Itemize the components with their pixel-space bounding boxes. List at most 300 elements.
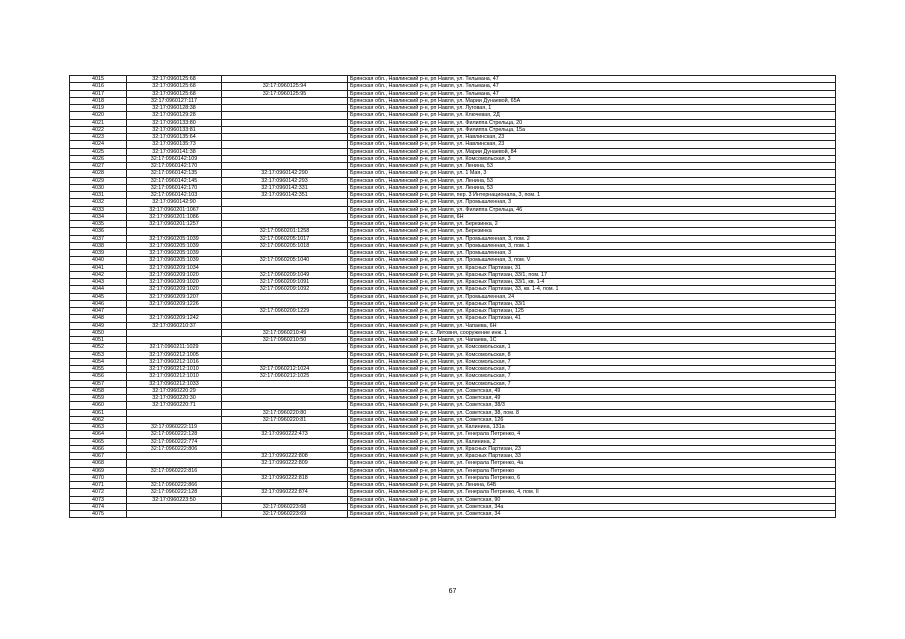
related-cadastral-number-cell [222,402,348,409]
related-cadastral-number-cell [222,163,348,170]
related-cadastral-number-cell [222,112,348,119]
cadastral-number-cell: 32:17:0960128:38 [127,105,222,112]
address-cell: Брянская обл., Навлинский р-н, рп Навля, ул. Березинка [348,228,836,235]
row-number-cell: 4019 [70,105,127,112]
address-cell: Брянская обл., Навлинский р-н, рп Навля, ул. Ключевая, 2Д [348,112,836,119]
row-number-cell: 4056 [70,373,127,380]
property-register-table [69,75,836,518]
address-cell: Брянская обл., Навлинский р-н, рп Навля, ул. Генерала Петренко [348,467,836,474]
cadastral-number-cell [127,503,222,510]
address-cell: Брянская обл., Навлинский р-н, рп Навля, ул. Филиппа Стрельца, 15а [348,126,836,133]
address-cell: Брянская обл., Навлинский р-н, рп Навля, ул. Комсомольская, 7 [348,380,836,387]
row-number-cell: 4059 [70,395,127,402]
table-row [70,76,836,83]
cadastral-number-cell: 32:17:0960220:71 [127,402,222,409]
related-cadastral-number-cell [222,315,348,322]
row-number-cell: 4035 [70,221,127,228]
table-row [70,242,836,249]
address-cell: Брянская обл., Навлинский р-н, рп Навля, ул. Луговая, 1 [348,105,836,112]
cadastral-number-cell: 32:17:0960222:806 [127,445,222,452]
row-number-cell: 4049 [70,322,127,329]
address-cell: Брянская обл., Навлинский р-н, рп Навля, ул. Советская, 90 [348,496,836,503]
related-cadastral-number-cell [222,467,348,474]
table-row [70,177,836,184]
related-cadastral-number-cell: 32:17:0960222:809 [222,460,348,467]
address-cell: Брянская обл., Навлинский р-н, рп Навля, ул. Промышленная, 3, пом. 1 [348,242,836,249]
cadastral-number-cell: 32:17:0960125:68 [127,83,222,90]
related-cadastral-number-cell [222,155,348,162]
cadastral-number-cell: 32:17:0960212:1010 [127,366,222,373]
table-row [70,474,836,481]
cadastral-number-cell: 32:17:0960133:81 [127,126,222,133]
row-number-cell: 4037 [70,235,127,242]
cadastral-number-cell: 32:17:0960222:128 [127,489,222,496]
row-number-cell: 4065 [70,438,127,445]
related-cadastral-number-cell [222,445,348,452]
cadastral-number-cell: 32:17:0960141:38 [127,148,222,155]
row-number-cell: 4015 [70,76,127,83]
related-cadastral-number-cell: 32:17:0960209:1091 [222,279,348,286]
cadastral-number-cell [127,329,222,336]
table-row [70,250,836,257]
related-cadastral-number-cell [222,424,348,431]
address-cell: Брянская обл., Навлинский р-н, рп Навля, ул. Промышленная, 3, пом. V [348,257,836,264]
row-number-cell: 4036 [70,228,127,235]
address-cell: Брянская обл., Навлинский р-н, рп Навля, ул. Генерала Петренко, 4 [348,431,836,438]
related-cadastral-number-cell: 32:17:0960142:351 [222,192,348,199]
related-cadastral-number-cell: 32:17:0960210:50 [222,337,348,344]
row-number-cell: 4041 [70,264,127,271]
cadastral-number-cell: 32:17:0960201:1257 [127,221,222,228]
row-number-cell: 4016 [70,83,127,90]
row-number-cell: 4032 [70,199,127,206]
cadastral-number-cell: 32:17:0960220:29 [127,387,222,394]
table-row [70,199,836,206]
row-number-cell: 4063 [70,424,127,431]
row-number-cell: 4051 [70,337,127,344]
row-number-cell: 4067 [70,453,127,460]
table-row [70,119,836,126]
cadastral-number-cell: 32:17:0960222:119 [127,424,222,431]
cadastral-number-cell: 32:17:0960209:1207 [127,293,222,300]
address-cell: Брянская обл., Навлинский р-н, рп Навля, ул. Генерала Петренко, 6 [348,474,836,481]
row-number-cell: 4055 [70,366,127,373]
cadastral-number-cell [127,228,222,235]
table-row [70,293,836,300]
address-cell: Брянская обл., Навлинский р-н, с. Литовня, сооружение инж. 1 [348,329,836,336]
cadastral-number-cell: 32:17:0960142:90 [127,199,222,206]
table-row [70,366,836,373]
address-cell: Брянская обл., Навлинский р-н, рп Навля, ул. Советская, 38/3 [348,402,836,409]
table-row [70,170,836,177]
cadastral-number-cell: 32:17:0960142:170 [127,184,222,191]
table-row [70,337,836,344]
address-cell: Брянская обл., Навлинский р-н, рп Навля, ул. Красных Партизан, 23 [348,445,836,452]
row-number-cell: 4069 [70,467,127,474]
address-cell: Брянская обл., Навлинский р-н, рп Навля, ул. Марии Дунаевой, 84 [348,148,836,155]
related-cadastral-number-cell [222,496,348,503]
address-cell: Брянская обл., Навлинский р-н, рп Навля, ул. Ленина, 53 [348,163,836,170]
address-cell: Брянская обл., Навлинский р-н, рп Навля, ул. Навлинская, 23 [348,134,836,141]
cadastral-number-cell: 32:17:0960135:73 [127,141,222,148]
address-cell: Брянская обл., Навлинский р-н, рп Навля, ул. Генерала Петренко, 4, пом. II [348,489,836,496]
related-cadastral-number-cell: 32:17:0960210:49 [222,329,348,336]
related-cadastral-number-cell [222,351,348,358]
row-number-cell: 4044 [70,286,127,293]
table-row [70,192,836,199]
row-number-cell: 4047 [70,308,127,315]
cadastral-number-cell [127,474,222,481]
row-number-cell: 4033 [70,206,127,213]
table-row [70,380,836,387]
row-number-cell: 4042 [70,271,127,278]
cadastral-number-cell: 32:17:0960209:1020 [127,271,222,278]
address-cell: Брянская обл., Навлинский р-н, рп Навля, ул. Чапаева, 1С [348,337,836,344]
row-number-cell: 4028 [70,170,127,177]
table-row [70,184,836,191]
table-row [70,322,836,329]
table-row [70,424,836,431]
table-row [70,221,836,228]
address-cell: Брянская обл., Навлинский р-н, рп Навля, ул. Красных Партизан, 33/1, кв. 1-4 [348,279,836,286]
related-cadastral-number-cell: 32:17:0960223:69 [222,511,348,518]
address-cell: Брянская обл., Навлинский р-н, рп Навля, ул. Промышленная, 24 [348,293,836,300]
cadastral-number-cell [127,453,222,460]
cadastral-number-cell: 32:17:0960142:170 [127,163,222,170]
address-cell: Брянская обл., Навлинский р-н, рп Навля, ул. Калинина, 131а [348,424,836,431]
table-row [70,373,836,380]
row-number-cell: 4048 [70,315,127,322]
related-cadastral-number-cell [222,141,348,148]
table-row [70,453,836,460]
cadastral-number-cell [127,308,222,315]
table-row [70,264,836,271]
related-cadastral-number-cell: 32:17:0960205:1018 [222,242,348,249]
table-row [70,83,836,90]
row-number-cell: 4071 [70,482,127,489]
related-cadastral-number-cell: 32:17:0960223:68 [222,503,348,510]
cadastral-number-cell: 32:17:0960209:1020 [127,286,222,293]
row-number-cell: 4043 [70,279,127,286]
address-cell: Брянская обл., Навлинский р-н, рп Навля, ул. Комсомольская, 3 [348,155,836,162]
related-cadastral-number-cell [222,395,348,402]
cadastral-number-cell: 32:17:0960209:1242 [127,315,222,322]
related-cadastral-number-cell: 32:17:0960209:1229 [222,308,348,315]
row-number-cell: 4060 [70,402,127,409]
table-row [70,445,836,452]
related-cadastral-number-cell: 32:17:0960201:1258 [222,228,348,235]
related-cadastral-number-cell: 32:17:0960209:1092 [222,286,348,293]
cadastral-number-cell: 32:17:0960142:109 [127,155,222,162]
related-cadastral-number-cell: 32:17:0960142:331 [222,184,348,191]
row-number-cell: 4026 [70,155,127,162]
address-cell: Брянская обл., Навлинский р-н, рп Навля, 6Н [348,213,836,220]
row-number-cell: 4075 [70,511,127,518]
address-cell: Брянская обл., Навлинский р-н, рп Навля, ул. Промышленная, 3, пом. 2 [348,235,836,242]
table-row [70,148,836,155]
related-cadastral-number-cell [222,387,348,394]
row-number-cell: 4053 [70,351,127,358]
address-cell: Брянская обл., Навлинский р-н, рп Навля, ул. Советская, 126 [348,416,836,423]
cadastral-number-cell: 32:17:0960125:68 [127,90,222,97]
row-number-cell: 4030 [70,184,127,191]
related-cadastral-number-cell [222,482,348,489]
cadastral-number-cell: 32:17:0960209:1226 [127,300,222,307]
cadastral-number-cell: 32:17:0960220:30 [127,395,222,402]
row-number-cell: 4024 [70,141,127,148]
table-row [70,387,836,394]
row-number-cell: 4062 [70,416,127,423]
related-cadastral-number-cell: 32:17:0960205:1017 [222,235,348,242]
address-cell: Брянская обл., Навлинский р-н, рп Навля, ул. Комсомольская, 7 [348,373,836,380]
address-cell: Брянская обл., Навлинский р-н, рп Навля, ул. Филиппа Стрельца, 46 [348,206,836,213]
table-row [70,134,836,141]
related-cadastral-number-cell: 32:17:0960209:1049 [222,271,348,278]
related-cadastral-number-cell [222,199,348,206]
row-number-cell: 4046 [70,300,127,307]
row-number-cell: 4029 [70,177,127,184]
related-cadastral-number-cell: 32:17:0960222:874 [222,489,348,496]
table-row [70,308,836,315]
table-row [70,271,836,278]
table-row [70,257,836,264]
table-row [70,358,836,365]
address-cell: Брянская обл., Навлинский р-н, рп Навля, ул. Ленина, 53 [348,184,836,191]
related-cadastral-number-cell [222,438,348,445]
row-number-cell: 4070 [70,474,127,481]
table-row [70,395,836,402]
cadastral-number-cell: 32:17:0960222:816 [127,467,222,474]
row-number-cell: 4054 [70,358,127,365]
cadastral-number-cell: 32:17:0960142:135 [127,170,222,177]
cadastral-number-cell: 32:17:0960205:1039 [127,257,222,264]
cadastral-number-cell: 32:17:0960210:37 [127,322,222,329]
cadastral-number-cell: 32:17:0960211:1029 [127,344,222,351]
table-row [70,155,836,162]
related-cadastral-number-cell: 32:17:0960142:290 [222,170,348,177]
related-cadastral-number-cell [222,300,348,307]
cadastral-number-cell: 32:17:0960135:64 [127,134,222,141]
related-cadastral-number-cell [222,264,348,271]
address-cell: Брянская обл., Навлинский р-н, рп Навля, ул. Красных Партизан, 125 [348,308,836,315]
address-cell: Брянская обл., Навлинский р-н, рп Навля, ул. Комсомольская, 7 [348,358,836,365]
row-number-cell: 4073 [70,496,127,503]
address-cell: Брянская обл., Навлинский р-н, рп Навля, ул. 1 Мая, 3 [348,170,836,177]
cadastral-number-cell: 32:17:0960142:145 [127,177,222,184]
table-row [70,279,836,286]
row-number-cell: 4020 [70,112,127,119]
table-row [70,496,836,503]
address-cell: Брянская обл., Навлинский р-н, рп Навля, ул. Советская, 38, пом. 8 [348,409,836,416]
table-row [70,402,836,409]
row-number-cell: 4072 [70,489,127,496]
related-cadastral-number-cell [222,250,348,257]
address-cell: Брянская обл., Навлинский р-н, рп Навля, ул. Навлинская, 23 [348,141,836,148]
address-cell: Брянская обл., Навлинский р-н, рп Навля, ул. Тельмана, 47 [348,83,836,90]
cadastral-number-cell [127,409,222,416]
related-cadastral-number-cell [222,105,348,112]
table-row [70,482,836,489]
cadastral-number-cell: 32:17:0960222:866 [127,482,222,489]
table-row [70,126,836,133]
row-number-cell: 4068 [70,460,127,467]
related-cadastral-number-cell [222,134,348,141]
table-row [70,438,836,445]
row-number-cell: 4039 [70,250,127,257]
row-number-cell: 4050 [70,329,127,336]
table-row [70,344,836,351]
address-cell: Брянская обл., Навлинский р-н, рп Навля, ул. Ленина, 64Б [348,482,836,489]
address-cell: Брянская обл., Навлинский р-н, рп Навля, ул. Березинка, 2 [348,221,836,228]
cadastral-number-cell: 32:17:0960205:1039 [127,250,222,257]
table-row [70,141,836,148]
address-cell: Брянская обл., Навлинский р-н, рп Навля, пер. 3 Интернационала, 3, пом. 1 [348,192,836,199]
cadastral-number-cell: 32:17:0960212:1033 [127,380,222,387]
related-cadastral-number-cell: 32:17:0960205:1040 [222,257,348,264]
row-number-cell: 4061 [70,409,127,416]
related-cadastral-number-cell: 32:17:0960222:808 [222,453,348,460]
address-cell: Брянская обл., Навлинский р-н, рп Навля, ул. Комсомольская, 8 [348,351,836,358]
cadastral-number-cell [127,337,222,344]
related-cadastral-number-cell: 32:17:0960222:473 [222,431,348,438]
row-number-cell: 4045 [70,293,127,300]
cadastral-number-cell: 32:17:0960129:28 [127,112,222,119]
related-cadastral-number-cell: 32:17:0960142:293 [222,177,348,184]
table-row [70,286,836,293]
cadastral-number-cell: 32:17:0960133:80 [127,119,222,126]
cadastral-number-cell: 32:17:0960222:128 [127,431,222,438]
address-cell: Брянская обл., Навлинский р-н, рп Навля, ул. Красных Партизан, 33/1 [348,300,836,307]
cadastral-number-cell: 32:17:0960212:1016 [127,358,222,365]
related-cadastral-number-cell: 32:17:0960212:1025 [222,373,348,380]
row-number-cell: 4074 [70,503,127,510]
table-row [70,235,836,242]
table-row [70,97,836,104]
table-row [70,300,836,307]
cadastral-number-cell: 32:17:0960125:68 [127,76,222,83]
related-cadastral-number-cell [222,206,348,213]
related-cadastral-number-cell [222,322,348,329]
address-cell: Брянская обл., Навлинский р-н, рп Навля, ул. Красных Партизан, 33 [348,453,836,460]
address-cell: Брянская обл., Навлинский р-н, рп Навля, ул. Марии Дунаевой, 65А [348,97,836,104]
cadastral-number-cell: 32:17:0960205:1039 [127,235,222,242]
address-cell: Брянская обл., Навлинский р-н, рп Навля, ул. Ленина, 53 [348,177,836,184]
related-cadastral-number-cell [222,213,348,220]
related-cadastral-number-cell [222,221,348,228]
row-number-cell: 4017 [70,90,127,97]
related-cadastral-number-cell: 32:17:0960222:818 [222,474,348,481]
table-row [70,467,836,474]
cadastral-number-cell: 32:17:0960142:103 [127,192,222,199]
table-row [70,489,836,496]
address-cell: Брянская обл., Навлинский р-н, рп Навля, ул. Советская, 34 [348,511,836,518]
row-number-cell: 4064 [70,431,127,438]
row-number-cell: 4023 [70,134,127,141]
address-cell: Брянская обл., Навлинский р-н, рп Навля, ул. Филиппа Стрельца, 20 [348,119,836,126]
related-cadastral-number-cell [222,380,348,387]
cadastral-number-cell: 32:17:0960212:1005 [127,351,222,358]
table-row [70,409,836,416]
row-number-cell: 4040 [70,257,127,264]
address-cell: Брянская обл., Навлинский р-н, рп Навля, ул. Советская, 49 [348,395,836,402]
row-number-cell: 4038 [70,242,127,249]
related-cadastral-number-cell [222,344,348,351]
related-cadastral-number-cell [222,358,348,365]
cadastral-number-cell [127,416,222,423]
related-cadastral-number-cell: 32:17:0960220:81 [222,416,348,423]
cadastral-number-cell: 32:17:0960209:1020 [127,279,222,286]
related-cadastral-number-cell: 32:17:0960220:80 [222,409,348,416]
cadastral-number-cell: 32:17:0960127:117 [127,97,222,104]
row-number-cell: 4052 [70,344,127,351]
row-number-cell: 4018 [70,97,127,104]
related-cadastral-number-cell [222,97,348,104]
table-row [70,228,836,235]
cadastral-number-cell: 32:17:0960201:1086 [127,213,222,220]
table-row [70,329,836,336]
row-number-cell: 4066 [70,445,127,452]
related-cadastral-number-cell [222,126,348,133]
cadastral-number-cell: 32:17:0960222:774 [127,438,222,445]
table-row [70,213,836,220]
address-cell: Брянская обл., Навлинский р-н, рп Навля, ул. Промышленная, 3 [348,199,836,206]
cadastral-number-cell [127,511,222,518]
table-row [70,460,836,467]
address-cell: Брянская обл., Навлинский р-н, рп Навля, ул. Красных Партизан, 41 [348,315,836,322]
address-cell: Брянская обл., Навлинский р-н, рп Навля, ул. Тельмана, 47 [348,76,836,83]
table-row [70,503,836,510]
address-cell: Брянская обл., Навлинский р-н, рп Навля, ул. Тельмана, 47 [348,90,836,97]
address-cell: Брянская обл., Навлинский р-н, рп Навля, ул. Советская, 34а [348,503,836,510]
address-cell: Брянская обл., Навлинский р-н, рп Навля, ул. Калинина, 2 [348,438,836,445]
address-cell: Брянская обл., Навлинский р-н, рп Навля, ул. Чапаева, 6Н [348,322,836,329]
table-row [70,351,836,358]
row-number-cell: 4027 [70,163,127,170]
table-row [70,105,836,112]
related-cadastral-number-cell: 32:17:0960125:95 [222,90,348,97]
row-number-cell: 4057 [70,380,127,387]
table-row [70,315,836,322]
page-number: 67 [448,588,457,595]
address-cell: Брянская обл., Навлинский р-н, рп Навля, ул. Генерала Петренко, 4а [348,460,836,467]
table-body [70,76,836,518]
address-cell: Брянская обл., Навлинский р-н, рп Навля, ул. Красных Партизан, 33/1, пом. 17 [348,271,836,278]
cadastral-number-cell: 32:17:0960223:50 [127,496,222,503]
cadastral-number-cell: 32:17:0960212:1010 [127,373,222,380]
row-number-cell: 4025 [70,148,127,155]
table-row [70,163,836,170]
table-row [70,511,836,518]
address-cell: Брянская обл., Навлинский р-н, рп Навля, ул. Красных Партизан, 31 [348,264,836,271]
cadastral-number-cell: 32:17:0960209:1034 [127,264,222,271]
address-cell: Брянская обл., Навлинский р-н, рп Навля, ул. Комсомольская, 1 [348,344,836,351]
cadastral-number-cell: 32:17:0960205:1039 [127,242,222,249]
table-row [70,206,836,213]
related-cadastral-number-cell [222,293,348,300]
address-cell: Брянская обл., Навлинский р-н, рп Навля, ул. Советская, 49 [348,387,836,394]
row-number-cell: 4031 [70,192,127,199]
related-cadastral-number-cell: 32:17:0960212:1024 [222,366,348,373]
related-cadastral-number-cell [222,119,348,126]
row-number-cell: 4058 [70,387,127,394]
row-number-cell: 4021 [70,119,127,126]
address-cell: Брянская обл., Навлинский р-н, рп Навля, ул. Промышленная, 3 [348,250,836,257]
related-cadastral-number-cell: 32:17:0960125:94 [222,83,348,90]
address-cell: Брянская обл., Навлинский р-н, рп Навля, ул. Красных Партизан, 33, кв. 1-4, пом. 1 [348,286,836,293]
related-cadastral-number-cell [222,148,348,155]
table-row [70,90,836,97]
row-number-cell: 4034 [70,213,127,220]
